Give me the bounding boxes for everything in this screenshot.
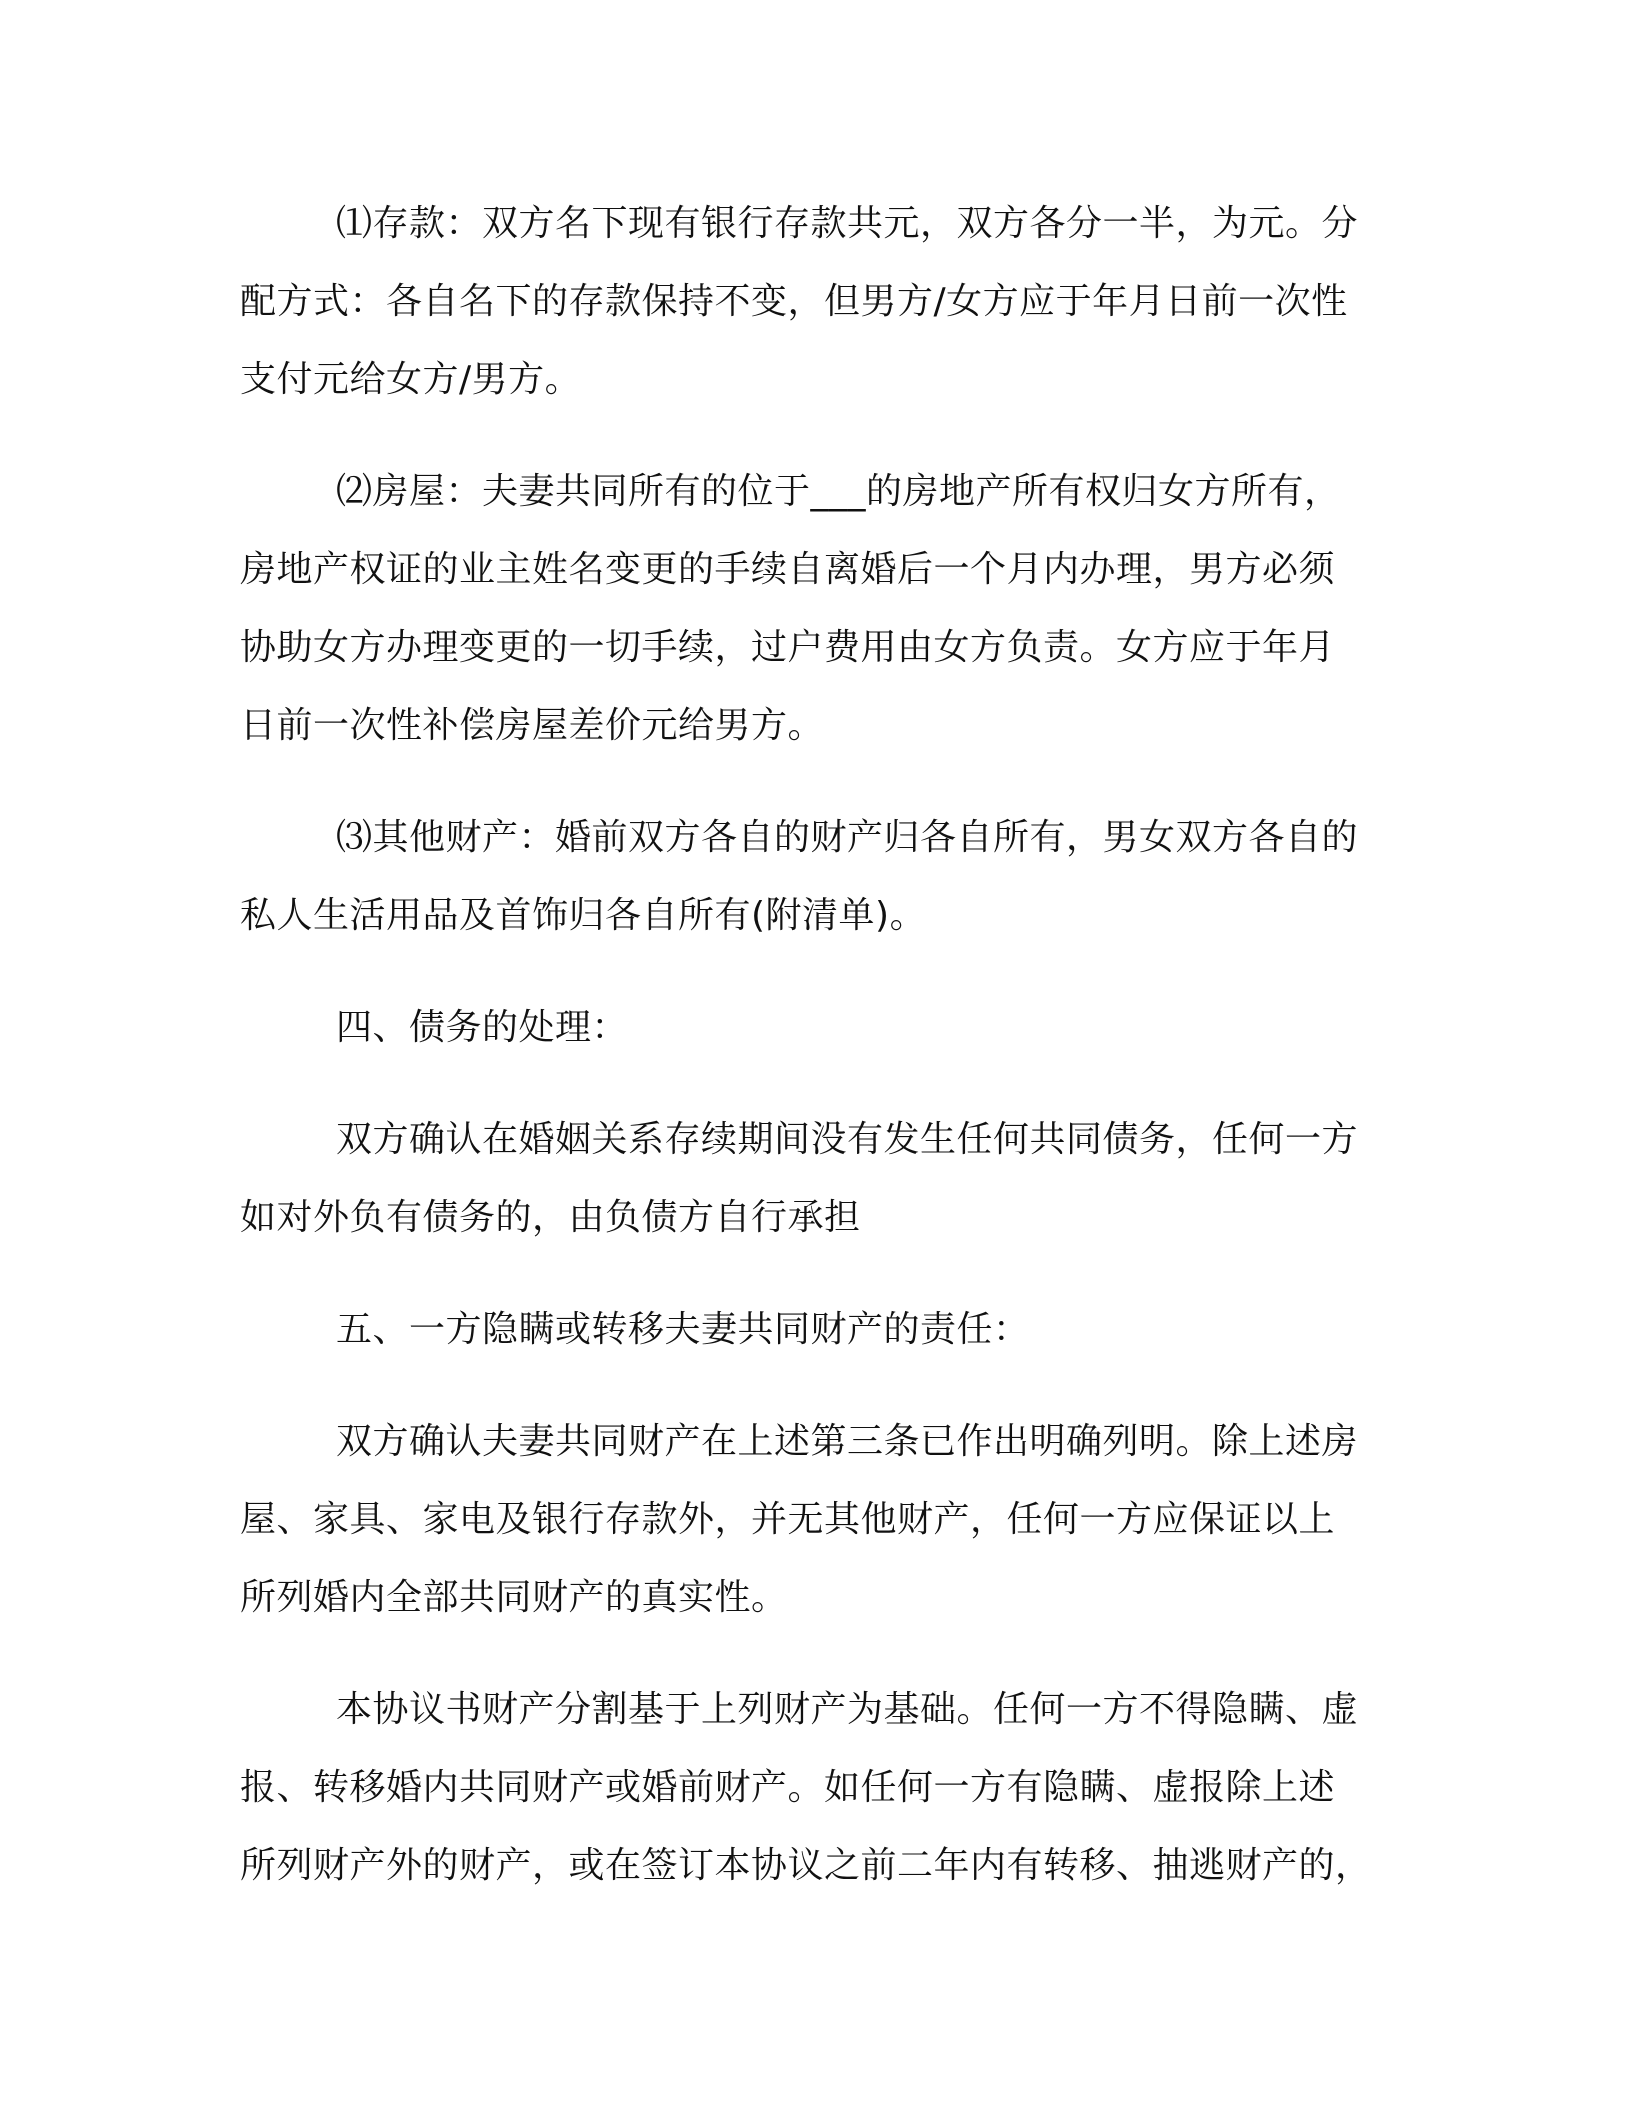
text-line: 如对外负有债务的，由负债方自行承担 bbox=[240, 1197, 861, 1238]
text-line: 双方确认在婚姻关系存续期间没有发生任何共同债务，任何一方 bbox=[336, 1119, 1359, 1160]
text-line: 双方确认夫妻共同财产在上述第三条已作出明确列明。除上述房 bbox=[336, 1421, 1359, 1462]
section-heading: 四、债务的处理： bbox=[336, 1007, 629, 1048]
section-heading: 五、一方隐瞒或转移夫妻共同财产的责任： bbox=[336, 1309, 1030, 1350]
text-line: 屋、家具、家电及银行存款外，并无其他财产，任何一方应保证以上 bbox=[240, 1499, 1336, 1540]
section-heading-debts bbox=[240, 989, 1380, 1067]
text-line: 协助女方办理变更的一切手续，过户费用由女方负责。女方应于年月 bbox=[240, 627, 1336, 668]
paragraph-confirmation bbox=[240, 1403, 1380, 1637]
paragraph-house bbox=[240, 453, 1380, 765]
text-line: ⑶其他财产：婚前双方各自的财产归各自所有，男女双方各自的 bbox=[336, 817, 1359, 858]
paragraph-other-property bbox=[240, 799, 1380, 955]
paragraph-debts bbox=[240, 1101, 1380, 1257]
document-body bbox=[240, 185, 1380, 1939]
text-line: 私人生活用品及首饰归各自所有(附清单)。 bbox=[240, 895, 927, 936]
text-line: ⑴存款：双方名下现有银行存款共元，双方各分一半，为元。分 bbox=[336, 203, 1359, 244]
paragraph-deposits bbox=[240, 185, 1380, 419]
text-line: 配方式：各自名下的存款保持不变，但男方/女方应于年月日前一次性 bbox=[240, 281, 1348, 322]
text-line: 所列婚内全部共同财产的真实性。 bbox=[240, 1577, 788, 1618]
section-heading-concealment bbox=[240, 1291, 1380, 1369]
text-line: 支付元给女方/男方。 bbox=[240, 359, 582, 400]
text-line: 所列财产外的财产，或在签订本协议之前二年内有转移、抽逃财产的， bbox=[240, 1845, 1372, 1886]
text-line: 日前一次性补偿房屋差价元给男方。 bbox=[240, 705, 825, 746]
paragraph-division-basis bbox=[240, 1671, 1380, 1905]
text-line: 房地产权证的业主姓名变更的手续自离婚后一个月内办理，男方必须 bbox=[240, 549, 1336, 590]
text-line: ⑵房屋：夫妻共同所有的位于___的房地产所有权归女方所有， bbox=[336, 471, 1341, 512]
text-line: 报、转移婚内共同财产或婚前财产。如任何一方有隐瞒、虚报除上述 bbox=[240, 1767, 1336, 1808]
text-line: 本协议书财产分割基于上列财产为基础。任何一方不得隐瞒、虚 bbox=[336, 1689, 1359, 1730]
